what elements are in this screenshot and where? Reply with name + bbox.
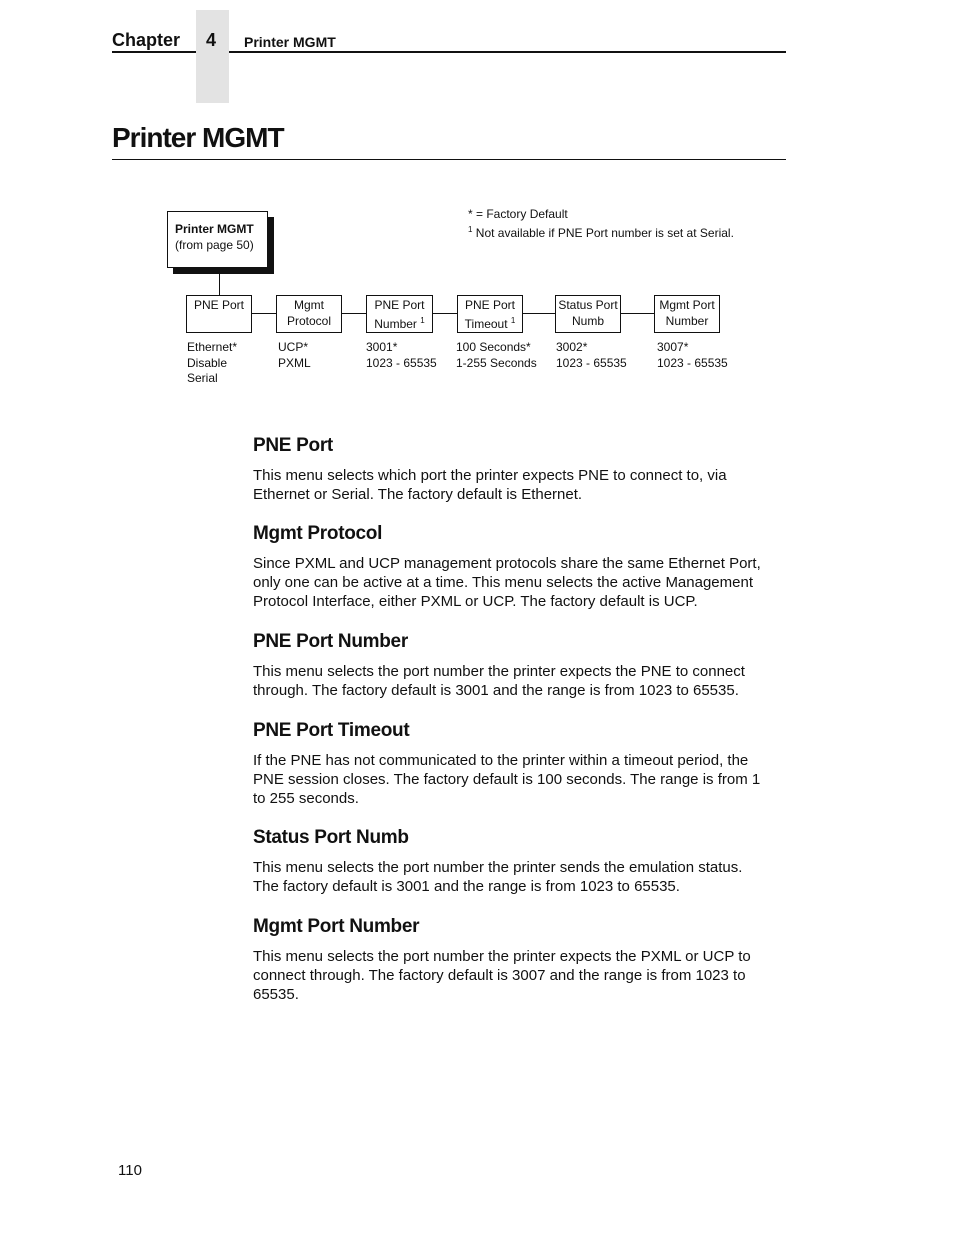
- text-line: The factory default is 3001 and the range is from 1023 to 65535.: [253, 878, 680, 895]
- option-value: PXML: [278, 355, 311, 370]
- text-line: only one can be active at a time. This menu selects the active Management: [253, 574, 753, 591]
- node-connector: [433, 313, 457, 314]
- node-connector: [252, 313, 276, 314]
- menu-node-label: Status Port: [558, 298, 618, 312]
- footnote-mark: 1: [510, 316, 516, 325]
- option-value: 1-255 Seconds: [456, 355, 537, 370]
- section-text-status-port-numb: [253, 858, 788, 896]
- menu-node-label-2: Numb: [571, 314, 604, 328]
- section-heading-pne-port-number: PNE Port Number: [253, 631, 408, 652]
- menu-node-mgmt-protocol: [276, 295, 342, 333]
- page-title: Printer MGMT: [112, 122, 284, 153]
- legend-default-note: * = Factory Default: [468, 207, 568, 221]
- menu-node-label-2-wrap: [367, 313, 432, 332]
- node-options-pne-port-number: [366, 340, 437, 371]
- legend-footnote: [468, 222, 734, 241]
- page-number: 110: [118, 1162, 142, 1179]
- menu-node-label-2: Protocol: [286, 314, 332, 328]
- node-connector: [621, 313, 654, 314]
- section-heading-status-port-numb: Status Port Numb: [253, 827, 409, 848]
- menu-node-label-2: Number: [374, 317, 417, 331]
- option-value: Disable: [187, 355, 228, 370]
- section-heading-pne-port-timeout: PNE Port Timeout: [253, 720, 410, 741]
- text-line: Protocol Interface, either PXML or UCP. The factory default is UCP.: [253, 593, 698, 610]
- node-options-status-port-numb: [556, 340, 627, 371]
- option-value: 3007*: [657, 340, 689, 354]
- menu-node-pne-port: [186, 295, 252, 333]
- running-title: Printer MGMT: [244, 34, 336, 50]
- node-connector: [342, 313, 366, 314]
- legend-footnote-text: Not available if PNE Port number is set at Serial.: [475, 226, 734, 240]
- option-value: 3001*: [366, 340, 398, 354]
- menu-node-pne-port-timeout: [457, 295, 523, 333]
- diagram-legend: [468, 206, 734, 241]
- section-heading-mgmt-port-number: Mgmt Port Number: [253, 916, 420, 937]
- section-text-pne-port-number: [253, 662, 788, 700]
- text-line: This menu selects the port number the printer expects the PNE to connect: [253, 663, 745, 680]
- option-value: Ethernet*: [187, 340, 238, 354]
- root-connector: [219, 274, 220, 296]
- text-line: This menu selects the port number the printer sends the emulation status.: [253, 859, 743, 876]
- option-value: UCP*: [278, 340, 309, 354]
- section-text-pne-port-timeout: [253, 751, 788, 808]
- option-value: Serial: [187, 371, 218, 385]
- node-options-mgmt-protocol: [278, 340, 311, 371]
- menu-node-label: PNE Port: [464, 298, 515, 312]
- menu-node-label-2-wrap: [458, 313, 522, 332]
- section-heading-mgmt-protocol: Mgmt Protocol: [253, 523, 383, 544]
- node-options-pne-port: [187, 340, 237, 387]
- root-menu-title: Printer MGMT: [175, 222, 254, 236]
- text-line: connect through. The factory default is 3007 and the range is from 1023 to: [253, 967, 746, 984]
- menu-node-label-2: Number: [665, 314, 709, 328]
- menu-node-label: Mgmt: [294, 298, 324, 312]
- chapter-tab: [196, 10, 229, 103]
- text-line: PNE session closes. The factory default is 100 seconds. The range is from 1: [253, 771, 761, 788]
- menu-node-mgmt-port-number: [654, 295, 720, 333]
- menu-node-label-2: Timeout: [464, 317, 508, 331]
- text-line: to 255 seconds.: [253, 790, 359, 807]
- menu-node-status-port-numb: [555, 295, 621, 333]
- text-line: Since PXML and UCP management protocols share the same Ethernet Port,: [253, 555, 761, 572]
- option-value: 100 Seconds*: [456, 340, 531, 354]
- section-heading-pne-port: PNE Port: [253, 435, 333, 456]
- root-menu-subtitle: (from page 50): [175, 238, 254, 252]
- menu-node-pne-port-number: [366, 295, 433, 333]
- text-line: If the PNE has not communicated to the printer within a timeout period, the: [253, 752, 749, 769]
- section-text-mgmt-protocol: [253, 554, 788, 611]
- option-value: 1023 - 65535: [556, 355, 627, 370]
- text-line: This menu selects the port number the printer expects the PXML or UCP to: [253, 948, 751, 965]
- node-options-pne-port-timeout: [456, 340, 537, 371]
- text-line: This menu selects which port the printer expects PNE to connect to, via: [253, 467, 727, 484]
- option-value: 1023 - 65535: [657, 355, 728, 370]
- text-line: 65535.: [253, 986, 299, 1003]
- section-text-pne-port: [253, 466, 788, 504]
- menu-node-label: Mgmt Port: [659, 298, 715, 312]
- chapter-number: 4: [205, 30, 216, 50]
- menu-node-label: PNE Port: [193, 298, 244, 312]
- menu-node-label: PNE Port: [374, 298, 425, 312]
- section-text-mgmt-port-number: [253, 947, 788, 1004]
- option-value: 1023 - 65535: [366, 355, 437, 370]
- chapter-label: Chapter: [112, 30, 181, 50]
- text-line: through. The factory default is 3001 and the range is from 1023 to 65535.: [253, 682, 739, 699]
- text-line: Ethernet or Serial. The factory default is Ethernet.: [253, 486, 583, 503]
- legend-footnote-mark: 1: [468, 225, 473, 234]
- title-rule: [112, 159, 786, 160]
- node-options-mgmt-port-number: [657, 340, 728, 371]
- node-connector: [523, 313, 555, 314]
- option-value: 3002*: [556, 340, 588, 354]
- header-rule-gap: [196, 50, 229, 54]
- footnote-mark: 1: [420, 316, 425, 325]
